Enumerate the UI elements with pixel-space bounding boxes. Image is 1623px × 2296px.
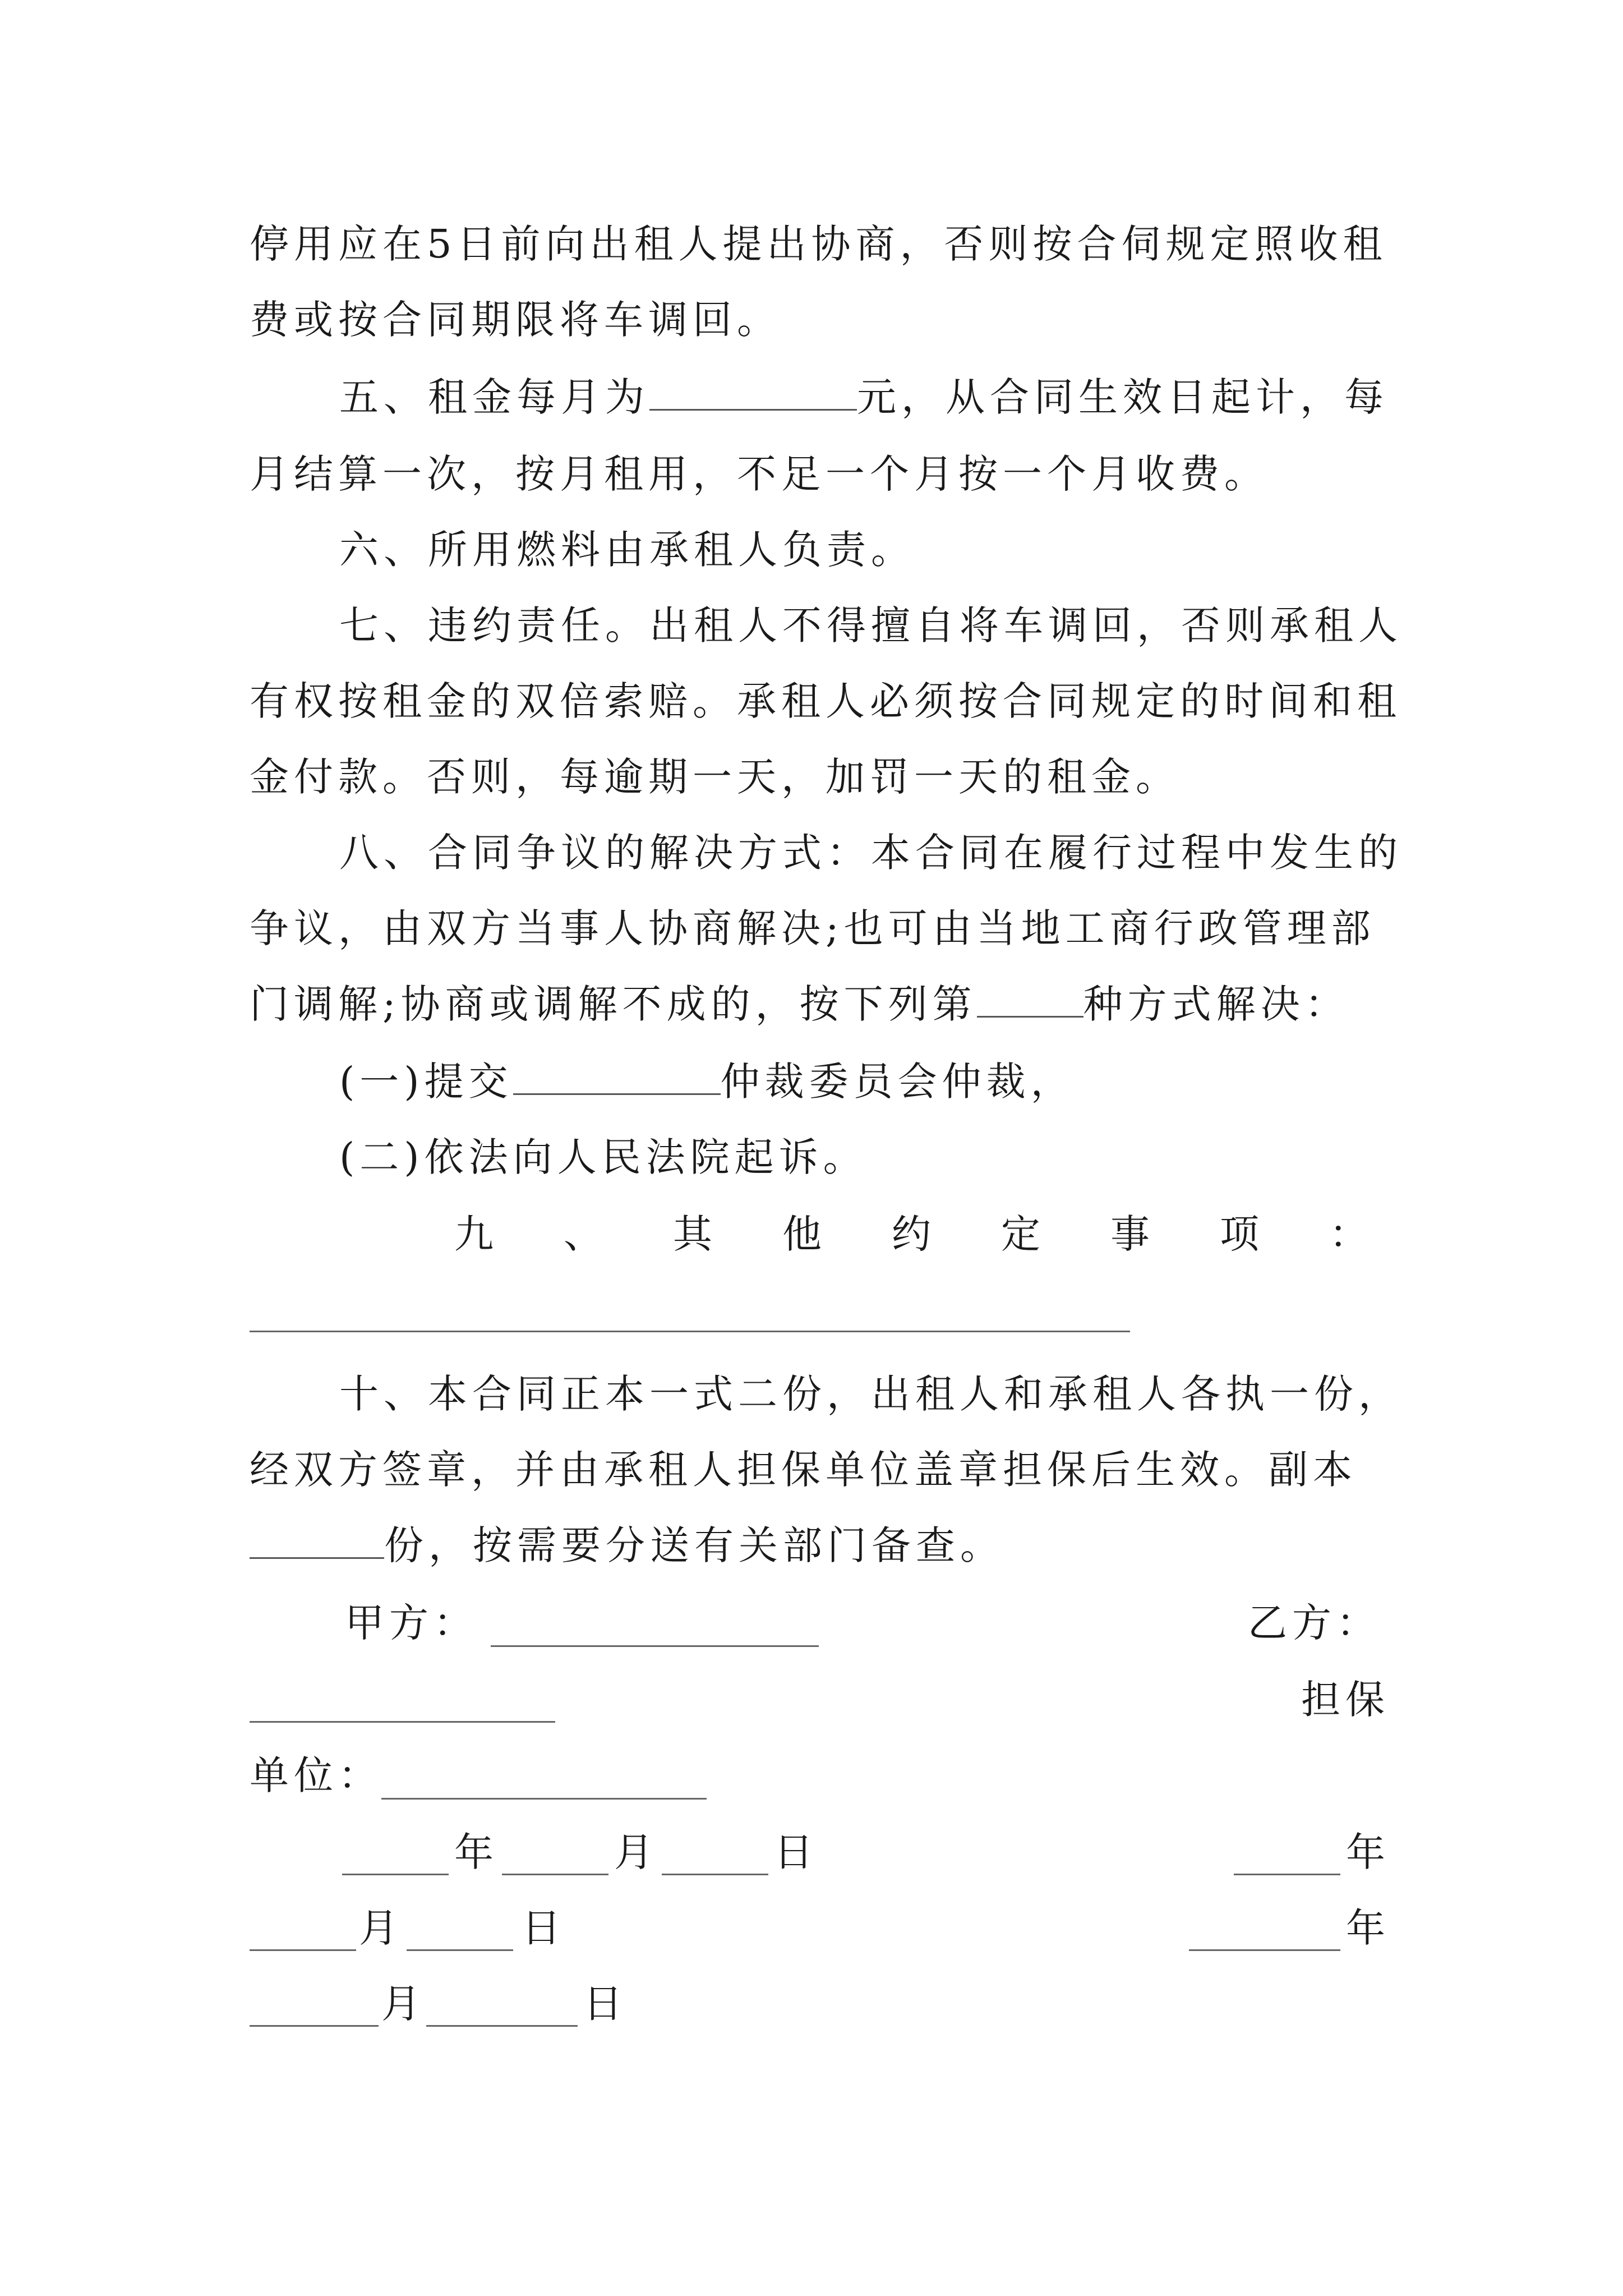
party-a-day-label: 日 bbox=[774, 1829, 818, 1875]
clause-7-line-1: 七、违约责任。出租人不得擅自将车调回，否则承租人 bbox=[339, 602, 1403, 648]
clause-6: 六、所用燃料由承租人负责。 bbox=[339, 527, 915, 573]
clause-10-line-3 bbox=[250, 1517, 1388, 1573]
guarantor-day-label: 日 bbox=[583, 1981, 628, 2027]
clause-9-char: ： bbox=[1329, 1211, 1368, 1257]
party-b-blank-line bbox=[250, 1721, 555, 1723]
clause-8-line-2: 争议，由双方当事人协商解决;也可由当地工商行政管理部 bbox=[250, 905, 1376, 951]
clause-4-line-1: 停用应在5日前向出租人提出协商，否则按合伺规定照收租 bbox=[250, 221, 1387, 267]
option-1-text-b: 仲裁委员会仲裁， bbox=[720, 1059, 1075, 1105]
party-a-year-label: 年 bbox=[454, 1829, 499, 1875]
guarantor-year-blank bbox=[1189, 1949, 1340, 1951]
copies-count-blank bbox=[250, 1520, 384, 1559]
clause-7-line-2: 有权按租金的双倍索赔。承租人必须按合同规定的时间和租 bbox=[250, 678, 1401, 724]
clause-4-line-2: 费或按合同期限将车调回。 bbox=[250, 297, 781, 343]
guarantor-label-part-2: 单位： bbox=[250, 1752, 382, 1798]
clause-9-char: 其 bbox=[673, 1211, 712, 1257]
party-a-month-blank bbox=[502, 1874, 608, 1875]
party-a-day-blank bbox=[662, 1874, 768, 1875]
clause-5-line-2: 月结算一次，按月租用，不足一个月按一个月收费。 bbox=[250, 451, 1269, 497]
guarantor-day-blank bbox=[426, 2025, 578, 2027]
clause-8-text-a: 门调解;协商或调解不成的，按下列第 bbox=[250, 981, 977, 1027]
party-a-blank-line bbox=[491, 1645, 819, 1647]
party-a-month-label: 月 bbox=[614, 1829, 658, 1875]
clause-9-char: 事 bbox=[1110, 1211, 1150, 1257]
other-terms-blank-line bbox=[250, 1331, 1130, 1332]
clause-10-line-2: 经双方签章，并由承租人担保单位盖章担保后生效。副本 bbox=[250, 1447, 1357, 1493]
party-b-year-label: 年 bbox=[1346, 1829, 1390, 1875]
guarantor-month-blank bbox=[250, 2025, 379, 2027]
arbitration-committee-blank bbox=[513, 1056, 721, 1095]
clause-10-line-1: 十、本合同正本一式二份，出租人和承租人各执一份， bbox=[339, 1371, 1403, 1417]
guarantor-month-label: 月 bbox=[381, 1981, 426, 2027]
clause-9-heading bbox=[454, 1206, 1368, 1262]
party-b-month-label: 月 bbox=[359, 1905, 403, 1951]
clause-9-char: 项 bbox=[1220, 1211, 1259, 1257]
option-1 bbox=[339, 1053, 1388, 1110]
option-1-text-a: (一)提交 bbox=[339, 1059, 513, 1105]
clause-8-text-b: 种方式解决： bbox=[1083, 981, 1349, 1027]
clause-9-char: 、 bbox=[564, 1211, 603, 1257]
guarantor-label-part-1: 担保 bbox=[1301, 1677, 1390, 1723]
party-b-day-label: 日 bbox=[522, 1905, 566, 1951]
guarantor-year-label: 年 bbox=[1346, 1905, 1390, 1951]
clause-5-text-b: 元，从合同生效日起计，每 bbox=[857, 374, 1389, 420]
option-2: (二)依法向人民法院起诉。 bbox=[339, 1134, 868, 1180]
party-b-month-blank bbox=[250, 1949, 356, 1951]
clause-10-text-c: 份，按需要分送有关部门备查。 bbox=[384, 1522, 1004, 1568]
party-b-label: 乙方： bbox=[1248, 1600, 1381, 1646]
clause-8-line-3 bbox=[250, 976, 1388, 1032]
clause-5-line-1 bbox=[339, 369, 1388, 425]
dispute-method-blank bbox=[977, 979, 1083, 1018]
party-a-year-blank bbox=[342, 1874, 449, 1875]
party-b-day-blank bbox=[407, 1949, 513, 1951]
rent-amount-blank bbox=[649, 372, 857, 411]
clause-9-char: 他 bbox=[782, 1211, 822, 1257]
clause-9-char: 约 bbox=[892, 1211, 931, 1257]
clause-7-line-3: 金付款。否则，每逾期一天，加罚一天的租金。 bbox=[250, 754, 1180, 800]
party-a-label: 甲方： bbox=[345, 1600, 478, 1646]
clause-5-text-a: 五、租金每月为 bbox=[339, 374, 649, 420]
clause-8-line-1: 八、合同争议的解决方式：本合同在履行过程中发生的 bbox=[339, 830, 1403, 876]
clause-9-char: 定 bbox=[1001, 1211, 1040, 1257]
guarantor-blank-line bbox=[381, 1798, 707, 1800]
party-b-year-blank bbox=[1234, 1874, 1340, 1875]
clause-9-char: 九 bbox=[454, 1211, 494, 1257]
